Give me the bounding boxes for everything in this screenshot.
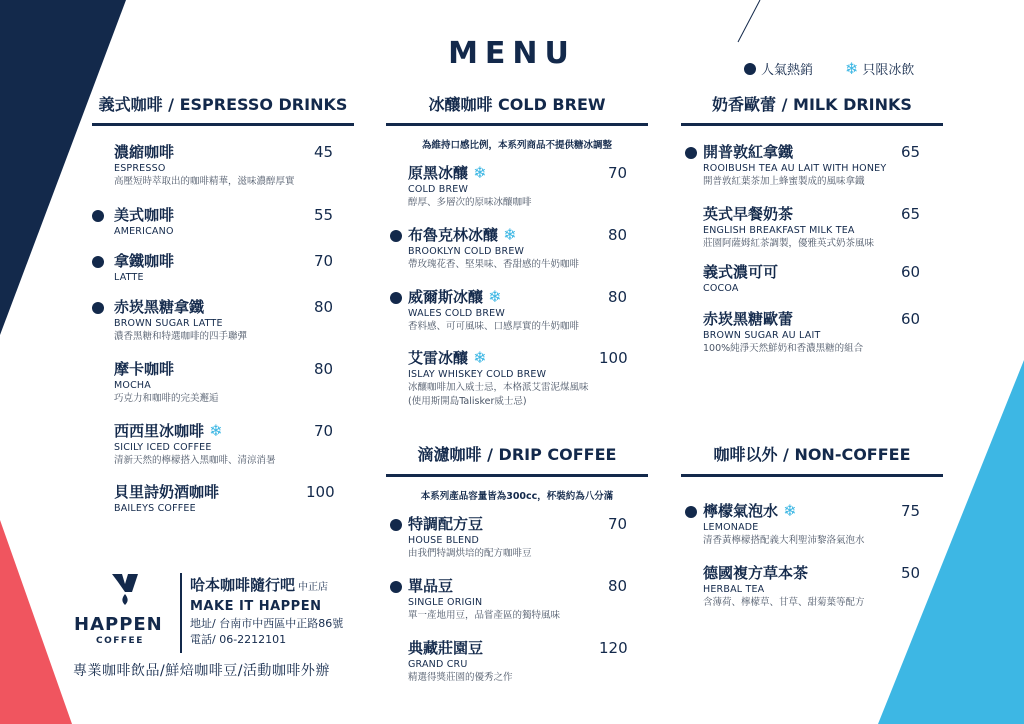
- services-text: 專業咖啡飲品/鮮焙咖啡豆/活動咖啡外辦: [73, 663, 330, 679]
- menu-item: [386, 514, 648, 576]
- item-price: 50: [901, 564, 921, 582]
- item-price: 80: [314, 298, 334, 316]
- item-english: SINGLE ORIGIN: [408, 597, 483, 608]
- item-english: ESPRESSO: [114, 163, 166, 174]
- coral-corner-shape: [0, 520, 72, 724]
- item-price: 120: [599, 639, 628, 657]
- logo-subword: COFFEE: [96, 636, 144, 646]
- popular-dot-icon: [92, 210, 104, 222]
- menu-item: [92, 297, 354, 359]
- item-name: 美式咖啡: [114, 206, 175, 224]
- item-price: 80: [314, 360, 334, 378]
- store-branch: 中正店: [298, 582, 329, 593]
- section-cold-brew: [386, 94, 648, 418]
- item-price: 55: [314, 206, 334, 224]
- item-english: LEMONADE: [703, 522, 759, 533]
- item-description: 含薄荷、檸檬草、甘草、甜菊葉等配方: [703, 597, 865, 608]
- item-name: 貝里詩奶酒咖啡: [114, 483, 220, 501]
- item-english: ISLAY WHISKEY COLD BREW: [408, 369, 547, 380]
- item-description: 莊園阿薩姆紅茶調製，優雅英式奶茶風味: [703, 238, 875, 249]
- snowflake-icon: ❄: [783, 501, 797, 520]
- item-english: GRAND CRU: [408, 659, 468, 670]
- popular-dot-icon: [685, 147, 697, 159]
- section-divider: [92, 123, 354, 126]
- item-english: AMERICANO: [114, 226, 174, 237]
- menu-title: MENU: [448, 36, 576, 71]
- item-english: BROWN SUGAR AU LAIT: [703, 330, 821, 341]
- item-english: HERBAL TEA: [703, 584, 765, 595]
- item-price: 75: [901, 502, 921, 520]
- menu-item: [386, 576, 648, 638]
- item-price: 100: [599, 349, 628, 367]
- snowflake-icon: ❄: [503, 225, 517, 244]
- item-description: 濃香黑糖和特選咖啡的四手聯彈: [114, 331, 248, 342]
- popular-dot-icon: [390, 230, 402, 242]
- menu-item: [92, 359, 354, 421]
- section-espresso: [92, 94, 354, 522]
- section-heading: 義式咖啡 / ESPRESSO DRINKS: [98, 95, 348, 114]
- item-name: 摩卡咖啡: [114, 360, 175, 378]
- item-description: 由我們特調烘培的配方咖啡豆: [408, 548, 532, 559]
- item-description-note: (使用斯開島Talisker威士忌): [408, 396, 527, 407]
- section-heading: 咖啡以外 / NON-COFFEE: [713, 445, 911, 464]
- logo-mark-icon: [70, 570, 190, 610]
- item-price: 80: [608, 288, 628, 306]
- section-milk-drinks: [681, 94, 943, 359]
- snowflake-icon: ❄: [488, 287, 502, 306]
- snowflake-icon: ❄: [473, 348, 487, 367]
- menu-item: [681, 309, 943, 359]
- popular-dot-icon: [685, 506, 697, 518]
- item-description: 巧克力和咖啡的完美邂逅: [114, 393, 219, 404]
- item-name: 原黑冰釀: [408, 164, 469, 182]
- item-name: 特調配方豆: [408, 515, 484, 533]
- section-note: 為維持口感比例，本系列商品不提供糖冰調整: [421, 140, 612, 151]
- logo-word: HAPPEN: [74, 614, 163, 635]
- menu-item: [681, 204, 943, 262]
- item-name: 艾雷冰釀: [408, 349, 469, 367]
- item-description: 精選得獎莊園的優秀之作: [408, 672, 513, 683]
- legend-iced-label: 只限冰飲: [862, 63, 915, 78]
- snowflake-icon: ❄: [845, 58, 859, 78]
- section-divider: [681, 474, 943, 477]
- snowflake-icon: ❄: [209, 421, 223, 440]
- popular-dot-icon: [390, 519, 402, 531]
- item-english: WALES COLD BREW: [408, 308, 505, 319]
- store-address: 地址/ 台南市中西區中正路86號: [190, 617, 344, 630]
- section-divider: [386, 474, 648, 477]
- popular-dot-icon: [92, 302, 104, 314]
- menu-item: [681, 262, 943, 309]
- store-name-row: [190, 576, 343, 597]
- item-name: 西西里冰咖啡: [114, 422, 205, 440]
- menu-item: [386, 225, 648, 287]
- item-description: 清香黃檸檬搭配義大利聖沛黎洛氣泡水: [703, 535, 865, 546]
- item-description: 100%純淨天然鮮奶和香濃黑糖的組合: [703, 343, 864, 354]
- item-english: SICILY ICED COFFEE: [114, 442, 212, 453]
- item-english: BAILEYS COFFEE: [114, 503, 196, 514]
- item-name: 布魯克林冰釀: [408, 226, 499, 244]
- item-price: 60: [901, 310, 921, 328]
- item-description: 醇厚、多層次的原味冰釀咖啡: [408, 197, 532, 208]
- menu-item: [681, 501, 943, 563]
- menu-item: [681, 142, 943, 204]
- section-divider: [681, 123, 943, 126]
- section-note: 本系列產品容量皆為300cc，杯裝約為八分滿: [420, 491, 614, 502]
- item-price: 45: [314, 143, 334, 161]
- item-price: 70: [314, 252, 334, 270]
- item-price: 80: [608, 577, 628, 595]
- section-heading: 冰釀咖啡 COLD BREW: [428, 95, 606, 114]
- item-price: 100: [306, 483, 335, 501]
- item-description: 高壓短時萃取出的咖啡精華，滋味濃醇厚實: [114, 176, 295, 187]
- item-english: BROOKLYN COLD BREW: [408, 246, 525, 257]
- brand-divider: [180, 573, 182, 653]
- item-english: COLD BREW: [408, 184, 469, 195]
- item-description: 清新天然的檸檬搭入黑咖啡、清涼消暑: [114, 455, 276, 466]
- item-price: 65: [901, 143, 921, 161]
- popular-dot-icon: [390, 292, 402, 304]
- item-price: 70: [314, 422, 334, 440]
- popular-dot-icon: [744, 63, 756, 75]
- snowflake-icon: ❄: [473, 163, 487, 182]
- menu-item: [92, 421, 354, 482]
- item-price: 70: [608, 515, 628, 533]
- menu-item: [92, 205, 354, 251]
- item-name: 典藏莊園豆: [408, 639, 484, 657]
- item-price: 80: [608, 226, 628, 244]
- section-non-coffee: [681, 444, 943, 613]
- item-english: ROOIBUSH TEA AU LAIT WITH HONEY: [703, 163, 887, 174]
- item-description: 帶玫瑰花香、堅果味、香甜感的牛奶咖啡: [408, 259, 580, 270]
- item-price: 60: [901, 263, 921, 281]
- item-name: 濃縮咖啡: [114, 143, 175, 161]
- store-slogan: MAKE IT HAPPEN: [190, 599, 322, 614]
- happen-coffee-logo: [70, 570, 190, 650]
- item-english: COCOA: [703, 283, 739, 294]
- item-name: 威爾斯冰釀: [408, 288, 484, 306]
- item-price: 70: [608, 164, 628, 182]
- item-english: LATTE: [114, 272, 144, 283]
- popular-dot-icon: [92, 256, 104, 268]
- menu-item: [386, 163, 648, 225]
- item-description: 單一產地用豆，品嘗產區的獨特風味: [408, 610, 561, 621]
- item-price: 65: [901, 205, 921, 223]
- item-english: MOCHA: [114, 380, 151, 391]
- menu-item: [92, 482, 354, 522]
- popular-dot-icon: [390, 581, 402, 593]
- menu-item: [386, 287, 648, 348]
- store-phone: 電話/ 06-2212101: [190, 633, 287, 646]
- item-name: 義式濃可可: [703, 263, 779, 281]
- section-divider: [386, 123, 648, 126]
- store-info: [190, 576, 343, 648]
- item-name: 拿鐵咖啡: [114, 252, 175, 270]
- item-english: BROWN SUGAR LATTE: [114, 318, 223, 329]
- menu-item: [681, 563, 943, 613]
- menu-item: [92, 251, 354, 297]
- section-drip-coffee: [386, 444, 648, 688]
- item-description: 開普敦紅葉茶加上蜂蜜製成的風味拿鐵: [703, 176, 865, 187]
- item-description: 香料感、可可風味、口感厚實的牛奶咖啡: [408, 321, 580, 332]
- item-name: 赤崁黑糖歐蕾: [703, 310, 794, 328]
- item-name: 開普敦紅拿鐵: [703, 143, 794, 161]
- item-name: 赤崁黑糖拿鐵: [114, 298, 205, 316]
- item-name: 英式早餐奶茶: [703, 205, 794, 223]
- section-heading: 奶香歐蕾 / MILK DRINKS: [712, 95, 912, 114]
- item-name: 單品豆: [408, 577, 454, 595]
- item-english: ENGLISH BREAKFAST MILK TEA: [703, 225, 855, 236]
- menu-item: [92, 142, 354, 205]
- legend-popular-label: 人氣熱銷: [761, 63, 814, 78]
- legend: [744, 59, 914, 78]
- item-english: HOUSE BLEND: [408, 535, 480, 546]
- menu-item: [386, 348, 648, 418]
- store-name: 哈本咖啡隨行吧: [190, 576, 296, 594]
- section-heading: 滴濾咖啡 / DRIP COFFEE: [417, 445, 617, 464]
- item-name: 檸檬氣泡水: [703, 502, 779, 520]
- menu-item: [386, 638, 648, 688]
- item-description: 冰釀咖啡加入威士忌，本格派艾雷泥煤風味: [408, 382, 589, 393]
- item-name: 德國複方草本茶: [703, 564, 809, 582]
